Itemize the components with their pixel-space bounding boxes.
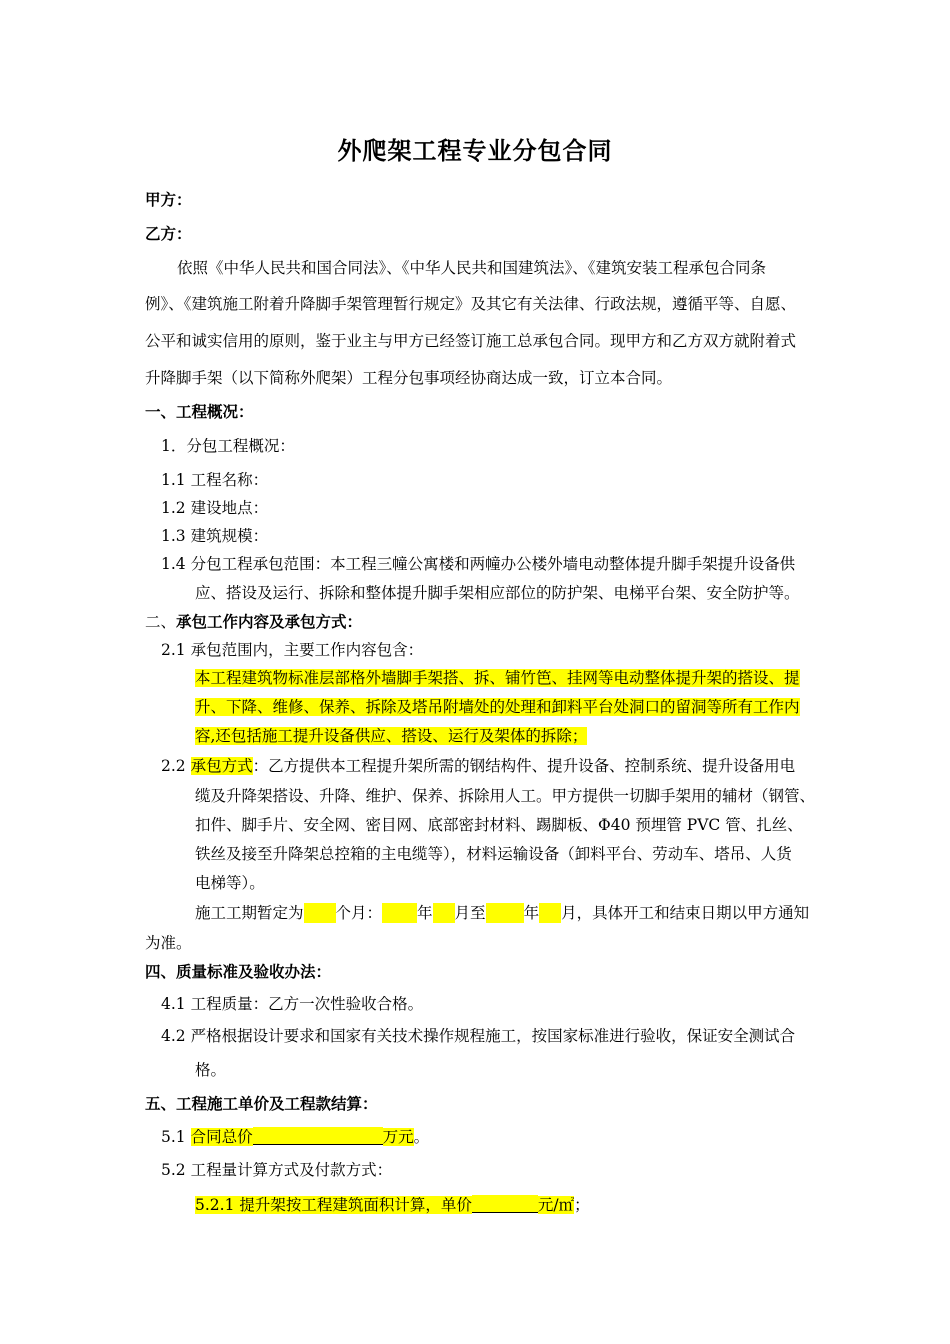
clause-2-2-cont: 缆及升降架搭设、升降、维护、保养、拆除用人工。甲方提供一切脚手架用的辅材（钢管、 (195, 787, 816, 805)
section-2-number: 二、 (145, 613, 177, 631)
unit-price-blank[interactable] (472, 1195, 538, 1213)
section-2-heading (145, 612, 362, 632)
highlighted-text: 升、下降、维修、保养、拆除及塔吊附墙处的处理和卸料平台处洞口的留洞等所有工作内 (195, 698, 800, 716)
clause-1-1: 1.1 工程名称： (161, 471, 269, 489)
contract-total-blank[interactable] (253, 1127, 383, 1145)
construction-period-cont: 为准。 (145, 934, 192, 952)
clause-5-2: 5.2 工程量计算方式及付款方式： (161, 1161, 393, 1179)
intro-line: 公平和诚实信用的原则，鉴于业主与甲方已经签订施工总承包合同。现甲方和乙方双方就附着式 (145, 332, 797, 350)
clause-2-1-scope (195, 668, 800, 688)
start-month-blank[interactable] (433, 903, 455, 923)
clause-2-2-cont: 电梯等）。 (195, 874, 265, 892)
start-year-blank[interactable] (382, 903, 417, 923)
highlighted-text: 本工程建筑物标准层部格外墙脚手架搭、拆、铺竹笆、挂网等电动整体提升架的搭设、提 (195, 669, 800, 687)
clause-5-2-1-end: ； (574, 1196, 590, 1214)
clause-5-1 (161, 1127, 429, 1147)
clause-2-1-scope (195, 726, 587, 746)
section-4-heading: 四、质量标准及验收办法： (145, 963, 332, 981)
highlighted-text: 合同总价 (190, 1128, 253, 1146)
clause-4-2-cont: 格。 (195, 1061, 227, 1079)
period-text: 年 (417, 904, 433, 922)
page-title: 外爬架工程专业分包合同 (337, 137, 613, 165)
end-month-blank[interactable] (539, 903, 561, 923)
end-year-blank[interactable] (486, 903, 524, 923)
party-a-label: 甲方： (145, 191, 192, 209)
clause-5-2-1 (195, 1195, 590, 1215)
clause-5-1-end: 。 (413, 1128, 430, 1146)
highlighted-text: 承包方式 (190, 757, 253, 775)
period-text: 年 (523, 904, 540, 922)
clause-2-2-cont: 扣件、脚手片、安全网、密目网、底部密封材料、踢脚板、Φ40 预埋管 PVC 管、扎丝、 (195, 816, 803, 834)
clause-5-1-number: 5.1 (161, 1128, 191, 1146)
period-text: 月，具体开工和结束日期以甲方通知 (561, 904, 810, 922)
clause-2-2-cont: 铁丝及接至升降架总控箱的主电缆等），材料运输设备（卸料平台、劳动车、塔吊、人货 (195, 845, 792, 863)
clause-2-1: 2.1 承包范围内，主要工作内容包含： (161, 641, 424, 659)
intro-line: 升降脚手架（以下简称外爬架）工程分包事项经协商达成一致，订立本合同。 (145, 369, 673, 387)
clause-1-4-cont: 应、搭设及运行、拆除和整体提升脚手架相应部位的防护架、电梯平台架、安全防护等。 (195, 584, 800, 602)
clause-2-2 (161, 756, 795, 776)
clause-2-2-text: ：乙方提供本工程提升架所需的钢结构件、提升设备、控制系统、提升设备用电 (252, 757, 796, 775)
clause-1-4: 1.4 分包工程承包范围：本工程三幢公寓楼和两幢办公楼外墙电动整体提升脚手架提升设备供 (161, 555, 796, 573)
months-blank[interactable] (304, 903, 336, 923)
construction-period (195, 903, 809, 923)
highlighted-text: 元/㎡ (537, 1196, 575, 1214)
highlighted-text: 容,还包括施工提升设备供应、搭设、运行及架体的拆除； (195, 727, 588, 745)
intro-line: 例》、《建筑施工附着升降脚手架管理暂行规定》及其它有关法律、行政法规，遵循平等、自愿、 (145, 295, 797, 313)
period-text: 个月： (335, 904, 383, 922)
intro-line: 依照《中华人民共和国合同法》、《中华人民共和国建筑法》、《建筑安装工程承包合同条 (177, 259, 767, 277)
section-1-heading: 一、工程概况： (145, 403, 254, 421)
clause-1-3: 1.3 建筑规模： (161, 527, 269, 545)
period-text: 月至 (454, 904, 486, 922)
highlighted-text: 万元 (382, 1128, 414, 1146)
party-b-label: 乙方： (145, 225, 192, 243)
clause-4-2: 4.2 严格根据设计要求和国家有关技术操作规程施工，按国家标准进行验收，保证安全测试合 (161, 1027, 796, 1045)
clause-1-2: 1.2 建设地点： (161, 499, 269, 517)
period-text: 施工工期暂定为 (195, 904, 304, 922)
clause-2-1-scope (195, 697, 800, 717)
highlighted-text: 5.2.1 提升架按工程建筑面积计算，单价 (195, 1196, 472, 1214)
clause-4-1: 4.1 工程质量：乙方一次性验收合格。 (161, 995, 424, 1013)
clause-2-2-number: 2.2 (161, 757, 191, 775)
section-5-heading: 五、工程施工单价及工程款结算： (145, 1095, 378, 1113)
clause-1: 1．分包工程概况： (161, 437, 295, 455)
section-2-title: 承包工作内容及承包方式： (176, 613, 363, 631)
